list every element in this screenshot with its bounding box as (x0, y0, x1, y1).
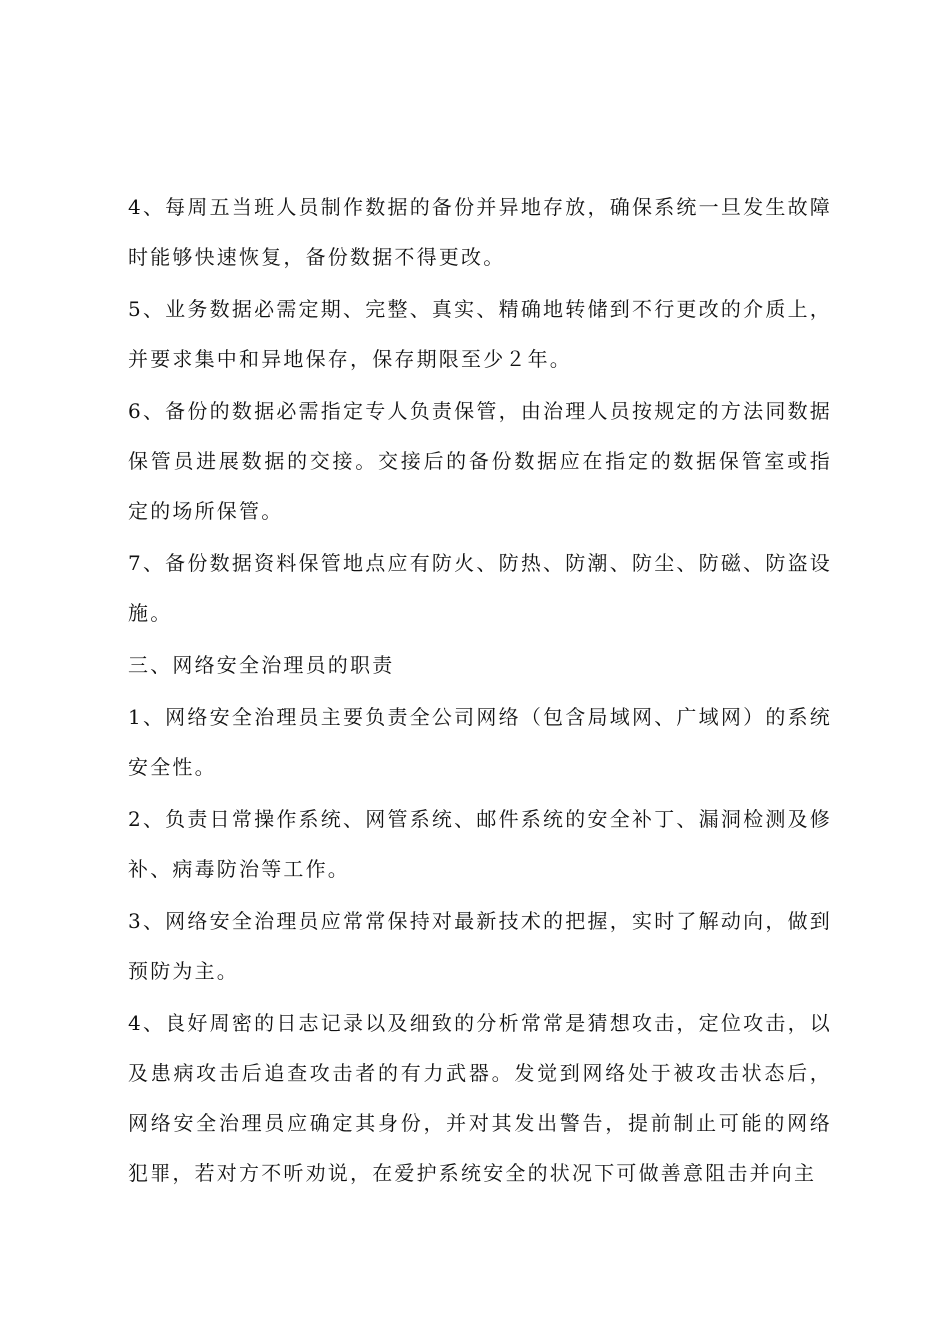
paragraph-admin-duty-1: 1、网络安全治理员主要负责全公司网络（包含局域网、广域网）的系统安全性。 (128, 705, 832, 779)
paragraph-storage-facility: 7、备份数据资料保管地点应有防火、防热、防潮、防尘、防磁、防盗设施。 (128, 551, 832, 625)
paragraph-admin-duty-4: 4、良好周密的日志记录以及细致的分析常常是猜想攻击，定位攻击，以及患病攻击后追查攻击者的有力武器。发觉到网络处于被攻击状态后，网络安全治理员应确定其身份，并对其发出警告，提前制止可能的网络犯罪，若对方不听劝说，在爱护系统安全的状况下可做善意阻击并向主 (128, 1011, 832, 1185)
paragraph-backup-weekly: 4、每周五当班人员制作数据的备份并异地存放，确保系统一旦发生故障时能够快速恢复，备份数据不得更改。 (128, 195, 832, 269)
section-heading: 三、网络安全治理员的职责 (128, 653, 395, 677)
document-body (128, 182, 832, 1200)
paragraph-admin-duty-3: 3、网络安全治理员应常常保持对最新技术的把握，实时了解动向，做到预防为主。 (128, 909, 832, 983)
paragraph-admin-duty-2: 2、负责日常操作系统、网管系统、邮件系统的安全补丁、漏洞检测及修补、病毒防治等工作。 (128, 807, 832, 881)
paragraph-backup-custody: 6、备份的数据必需指定专人负责保管，由治理人员按规定的方法同数据保管员进展数据的交接。交接后的备份数据应在指定的数据保管室或指定的场所保管。 (128, 399, 832, 523)
paragraph-data-storage: 5、业务数据必需定期、完整、真实、精确地转储到不行更改的介质上，并要求集中和异地保存，保存期限至少２年。 (128, 297, 832, 371)
